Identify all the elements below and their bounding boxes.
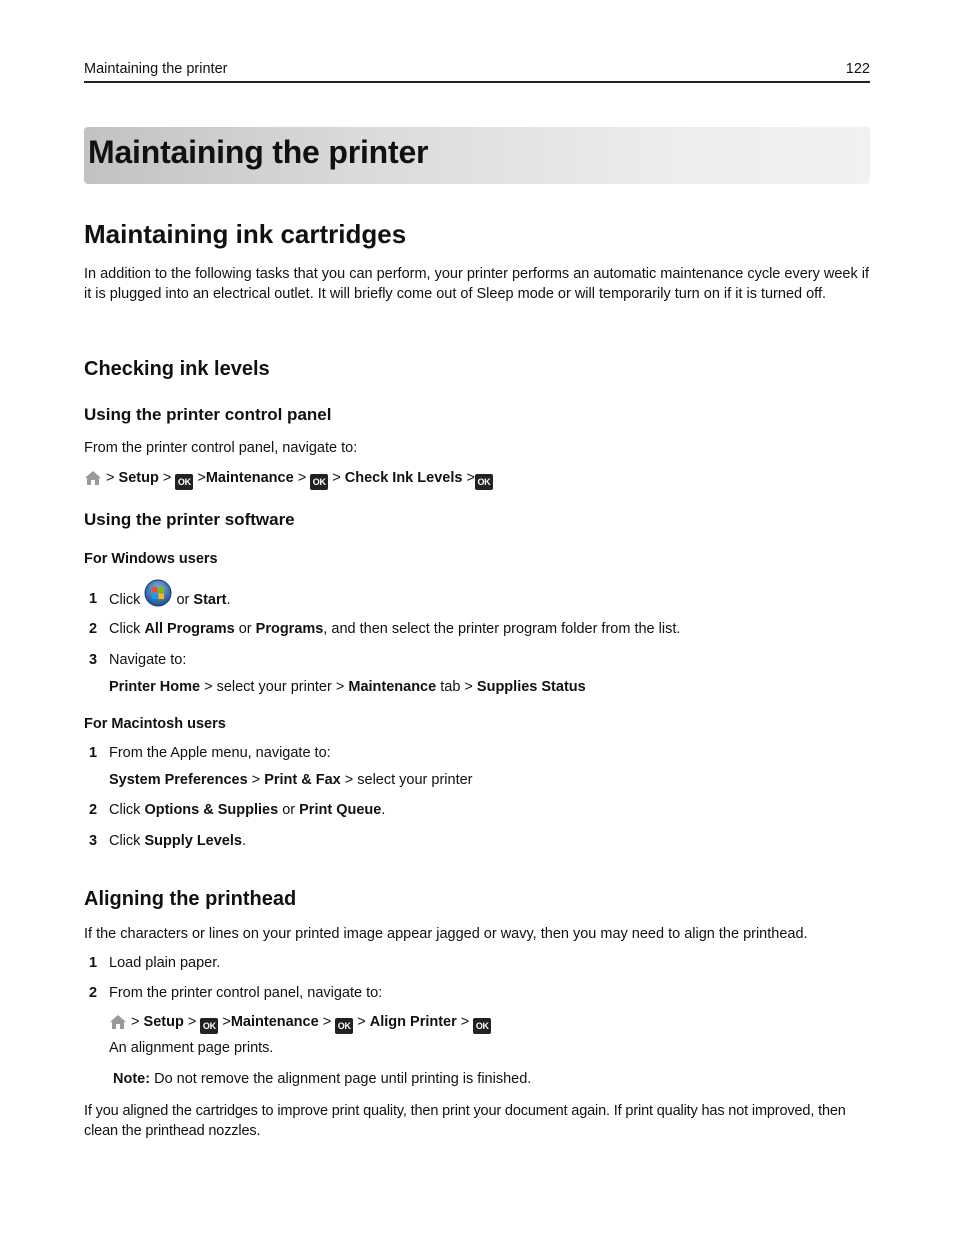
windows-step-3-path: Printer Home > select your printer > Maintenance tab > Supplies Status: [109, 679, 586, 695]
ok-button-icon: OK: [175, 474, 193, 490]
running-header: [84, 60, 870, 83]
section-intro: In addition to the following tasks that you can perform, your printer performs an automatic maintenance cycle every week if it is plugged into an electrical outlet. It will briefly come out of Sleep mode or will temporarily turn on if it is turned off.: [84, 266, 869, 302]
path-check-ink-levels: Check Ink Levels: [344, 470, 463, 486]
mac-step-1-path: System Preferences > Print & Fax > select your printer: [109, 772, 473, 788]
path-setup: Setup: [118, 470, 159, 486]
aligning-intro: If the characters or lines on your printed image appear jagged or wavy, then you may need to align the printhead.: [84, 926, 808, 942]
mac-users-heading: For Macintosh users: [84, 716, 226, 732]
alignment-note: Note: Do not remove the alignment page until printing is finished.: [113, 1071, 532, 1087]
align-printer-navigation-path: > Setup > OK >Maintenance > OK > Align Printer > OK: [109, 1014, 491, 1034]
check-ink-navigation-path: > Setup > OK >Maintenance > OK > Check Ink Levels > OK: [84, 470, 493, 490]
windows-start-icon: [144, 579, 172, 607]
ok-button-icon: OK: [200, 1018, 218, 1034]
note-label: Note:: [113, 1071, 151, 1087]
chapter-title: Maintaining the printer: [88, 134, 429, 170]
chapter-title-bar: [84, 127, 870, 184]
alignment-result: An alignment page prints.: [109, 1040, 274, 1056]
ok-button-icon: OK: [475, 474, 493, 490]
section-title: Maintaining ink cartridges: [84, 219, 407, 249]
path-maintenance: Maintenance: [205, 470, 294, 486]
header-section-title: Maintaining the printer: [84, 61, 228, 77]
checking-ink-levels-heading: Checking ink levels: [84, 358, 270, 380]
control-panel-intro: From the printer control panel, navigate to:: [84, 440, 358, 456]
aligning-printhead-heading: Aligning the printhead: [84, 888, 297, 910]
aligning-closing: If you aligned the cartridges to improve print quality, then print your document again. If print quality has not improved, then clean the printhead nozzles.: [84, 1103, 846, 1139]
home-icon: [109, 1014, 127, 1030]
header-page-number: 122: [845, 61, 870, 77]
control-panel-heading: Using the printer control panel: [84, 405, 332, 424]
ok-button-icon: OK: [310, 474, 328, 490]
windows-users-heading: For Windows users: [84, 551, 218, 567]
ok-button-icon: OK: [335, 1018, 353, 1034]
home-icon: [84, 470, 102, 486]
software-heading: Using the printer software: [84, 510, 295, 529]
ok-button-icon: OK: [473, 1018, 491, 1034]
